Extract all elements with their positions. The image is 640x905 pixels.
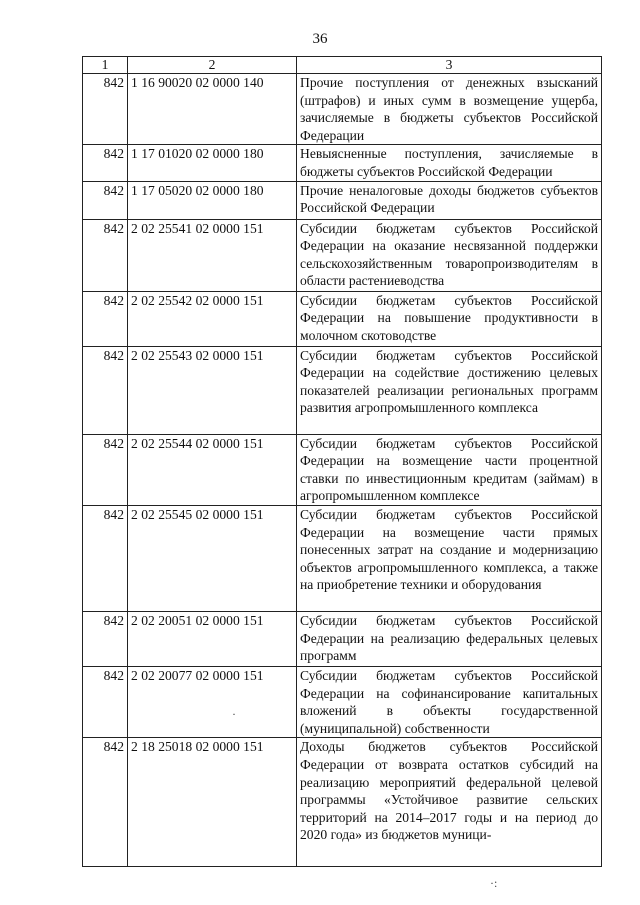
budget-code-cell: 2 18 25018 02 0000 151 bbox=[128, 738, 297, 867]
revenue-name-cell: Прочие поступления от денежных взысканий (штрафов) и иных сумм в возмещение ущерба, зачисляемые в бюджеты субъектов Российской Федерации bbox=[297, 74, 602, 145]
revenue-name-cell: Субсидии бюджетам субъектов Российской Федерации на повышение продуктивности в молочном скотоводстве bbox=[297, 291, 602, 346]
table-row bbox=[83, 74, 602, 145]
budget-code-cell: 2 02 25543 02 0000 151 bbox=[128, 346, 297, 434]
budget-code-cell: 2 02 25544 02 0000 151 bbox=[128, 434, 297, 505]
revenue-name-cell: Доходы бюджетов субъектов Российской Федерации от возврата остатков субсидий на реализацию мероприятий федеральной целевой программы «Устойчивое развитие сельских территорий на 2014–2017 годы и на период до 2020 года» из бюджетов муници- bbox=[297, 738, 602, 867]
table-row bbox=[83, 611, 602, 666]
admin-code-cell: 842 bbox=[83, 434, 128, 505]
admin-code-cell: 842 bbox=[83, 738, 128, 867]
admin-code-cell: 842 bbox=[83, 291, 128, 346]
page-number: 36 bbox=[312, 31, 328, 47]
column-header-2: 2 bbox=[128, 57, 297, 74]
revenue-name-cell: Субсидии бюджетам субъектов Российской Федерации на оказание несвязанной поддержки сельскохозяйственным товаропроизводителям в области растениеводства bbox=[297, 219, 602, 291]
scan-speck: ·: bbox=[490, 876, 498, 890]
table-row bbox=[83, 505, 602, 611]
budget-code-cell: 1 17 05020 02 0000 180 bbox=[128, 181, 297, 219]
revenue-name-cell: Субсидии бюджетам субъектов Российской Федерации на реализацию федеральных целевых программ bbox=[297, 611, 602, 666]
scan-speck: · bbox=[232, 707, 236, 721]
table-row bbox=[83, 346, 602, 434]
table-row bbox=[83, 738, 602, 867]
admin-code-cell: 842 bbox=[83, 611, 128, 666]
revenue-name-cell: Невыясненные поступления, зачисляемые в бюджеты субъектов Российской Федерации bbox=[297, 145, 602, 181]
budget-code-cell: 2 02 20077 02 0000 151 bbox=[128, 666, 297, 737]
admin-code-cell: 842 bbox=[83, 74, 128, 145]
revenue-name-cell: Субсидии бюджетам субъектов Российской Федерации на возмещение части прямых понесенных затрат на создание и модернизацию объектов агропромышленного комплекса, а также на приобретение техники и оборудования bbox=[297, 505, 602, 611]
budget-code-cell: 2 02 25541 02 0000 151 bbox=[128, 219, 297, 291]
budget-code-cell: 2 02 25542 02 0000 151 bbox=[128, 291, 297, 346]
revenue-name-cell: Субсидии бюджетам субъектов Российской Федерации на содействие достижению целевых показателей реализации региональных программ развития агропромышленного комплекса bbox=[297, 346, 602, 434]
admin-code-cell: 842 bbox=[83, 346, 128, 434]
column-header-1: 1 bbox=[83, 57, 128, 74]
revenue-name-cell: Субсидии бюджетам субъектов Российской Федерации на возмещение части процентной ставки по инвестиционным кредитам (займам) в агропромышленном комплексе bbox=[297, 434, 602, 505]
admin-code-cell: 842 bbox=[83, 219, 128, 291]
revenue-codes-table bbox=[82, 56, 602, 867]
admin-code-cell: 842 bbox=[83, 505, 128, 611]
column-header-3: 3 bbox=[297, 57, 602, 74]
budget-code-cell: 2 02 20051 02 0000 151 bbox=[128, 611, 297, 666]
budget-code-cell: 1 17 01020 02 0000 180 bbox=[128, 145, 297, 181]
admin-code-cell: 842 bbox=[83, 666, 128, 737]
table-row bbox=[83, 219, 602, 291]
table-header-row bbox=[83, 57, 602, 74]
admin-code-cell: 842 bbox=[83, 181, 128, 219]
table-row bbox=[83, 291, 602, 346]
table-row bbox=[83, 145, 602, 181]
revenue-name-cell: Прочие неналоговые доходы бюджетов субъектов Российской Федерации bbox=[297, 181, 602, 219]
budget-code-cell: 1 16 90020 02 0000 140 bbox=[128, 74, 297, 145]
budget-code-cell: 2 02 25545 02 0000 151 bbox=[128, 505, 297, 611]
revenue-name-cell: Субсидии бюджетам субъектов Российской Федерации на софинансирование капитальных вложений в объекты государственной (муниципальной) собственности bbox=[297, 666, 602, 737]
admin-code-cell: 842 bbox=[83, 145, 128, 181]
table-row bbox=[83, 181, 602, 219]
table-row bbox=[83, 666, 602, 737]
table-row bbox=[83, 434, 602, 505]
